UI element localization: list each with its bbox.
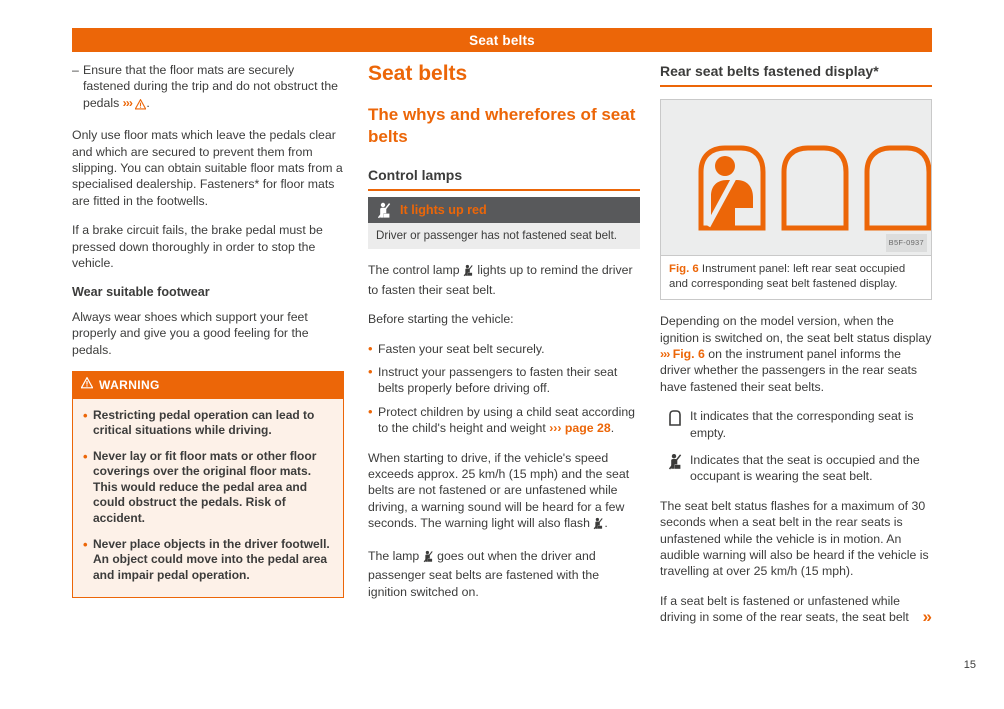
left-paragraph-1: Only use floor mats which leave the pedals clear and which are secured to prevent them from slipping. You can obtain suitable floor mats from a specialised dealership. Fasteners* for floor mats are fitted in the footwells. [72,128,343,208]
seatbelt-person-icon [368,202,400,219]
rear-seatbelt-display-heading: Rear seat belts fastened display* [660,62,932,87]
right-paragraph-1-post: on the instrument panel informs the driver whether the passengers in the rear seats have fastened their seat belts. [660,347,918,394]
list-item-tail: . [610,421,615,436]
list-item [368,404,640,437]
middle-paragraph-3 [368,450,640,535]
bullet-icon: • [368,340,373,356]
control-lamp-status-label: It lights up red [400,202,487,217]
middle-paragraph-1 [368,262,640,298]
figure-image-code: B5F-0937 [886,234,927,252]
right-paragraph-1-pre: Depending on the model version, when the ignition is switched on, the seat belt status display [660,314,932,345]
warning-item [83,408,333,439]
warning-item [83,449,333,527]
warning-title: WARNING [99,378,160,393]
right-paragraph-1 [660,313,932,395]
middle-paragraph-1-pre: The control lamp [368,263,464,278]
page-reference-link[interactable]: ››› page 28 [549,421,611,436]
seatbelt-person-icon [593,517,604,534]
middle-bullet-list [368,341,640,437]
empty-seat-icon [660,408,690,427]
cross-reference-arrows[interactable]: ››› [122,95,132,110]
warning-item-text: Never lay or fit floor mats or other floor coverings over the original floor mats. This would reduce the pedal area and could obstruct the pedals. Risk of accident. [93,448,317,526]
bullet-icon: • [83,407,88,423]
bullet-icon: • [368,364,373,380]
dash-item-body: Ensure that the floor mats are securely fastened during the trip and do not obstruct the pedals [83,63,338,110]
middle-paragraph-2: Before starting the vehicle: [368,312,514,327]
middle-paragraph-3-post: . [604,516,608,531]
list-item-body: Protect children by using a child seat according to the child's height and weight [378,404,636,436]
continuation-arrow: » [922,606,932,626]
left-paragraph-2: If a brake circuit fails, the brake pedal must be pressed down thoroughly in order to stop the vehicle. [72,223,323,271]
figure-label: Fig. 6 [669,263,699,275]
warning-item [83,537,333,584]
control-lamp-row-header [368,197,640,223]
page-left-margin [0,0,52,709]
control-lamps-heading: Control lamps [368,166,640,191]
status-icon-text: Indicates that the seat is occupied and the occupant is wearing the seat belt. [690,453,920,484]
warning-header [73,372,343,398]
left-column [72,62,344,598]
right-paragraph-2: The seat belt status flashes for a maximum of 30 seconds when a seat belt in the rear seats is unfastened while the vehicle is in motion. An audible warning will also be heard if the vehicle is travelling at over 25 km/h (15 mph). [660,498,929,579]
middle-paragraph-4 [368,548,640,600]
dash-item-text [83,62,344,114]
warning-box [72,371,344,598]
list-item-text [378,404,640,437]
list-item-text: Instruct your passengers to fasten their seat belts properly before driving off. [378,365,618,396]
left-subheading: Wear suitable footwear [72,285,210,300]
page-number: 15 [963,659,976,671]
left-paragraph-3: Always wear shoes which support your feet properly and give you a good feeling for the pedals. [72,309,309,357]
bullet-icon: • [368,403,373,419]
list-item [368,341,640,357]
figure-caption-text: Instrument panel: left rear seat occupied and corresponding seat belt fastened display. [669,263,906,290]
section-title: Seat belts [368,62,468,85]
control-lamp-table [368,197,640,249]
warning-body [73,399,343,598]
cross-reference-arrows[interactable]: ››› [660,347,670,361]
right-paragraph-3: If a seat belt is fastened or unfastened while driving in some of the rear seats, the seat belt [660,593,909,625]
warning-item-text: Never place objects in the driver footwell. An object could move into the pedal area and impair pedal operation. [93,536,330,582]
bullet-icon: • [83,448,88,464]
dash-item-tail: . [146,95,150,110]
warning-item-text: Restricting pedal operation can lead to critical situations while driving. [93,407,315,438]
right-column [660,62,932,625]
status-icon-list [660,408,932,485]
bullet-icon: • [83,536,88,552]
control-lamp-description: Driver or passenger has not fastened seat belt. [368,223,640,249]
seatbelt-person-icon [423,550,434,567]
occupied-seat-belt-icon [660,452,690,471]
figure-reference-link[interactable]: Fig. 6 [672,347,705,361]
list-item [368,364,640,397]
header-title: Seat belts [469,32,535,48]
page-content [72,62,932,662]
list-item-text: Fasten your seat belt securely. [378,341,545,356]
figure-caption [661,255,931,299]
status-icon-row [660,452,932,485]
middle-paragraph-4-pre: The lamp [368,548,423,563]
middle-paragraph-1-post: lights up to remind the driver to fasten their seat belt. [368,263,633,297]
middle-paragraph-4-post: goes out when the driver and passenger seat belts are fastened with the ignition switched on. [368,548,600,599]
dash-list-item [72,62,344,114]
middle-paragraph-3-pre: When starting to drive, if the vehicle's speed exceeds approx. 25 km/h (15 mph) and the seat belts are not fastened or are unfastened while driving, a warning sound will be heard for a few seconds. The warning light will also flash [368,450,630,531]
status-icon-row [660,408,932,441]
warning-triangle-icon [81,377,93,393]
middle-column [368,62,640,613]
page-header-bar [72,28,932,52]
status-icon-text: It indicates that the corresponding seat is empty. [690,409,914,440]
rear-seats-diagram [661,100,931,255]
dash-marker: – [72,63,79,77]
section-subtitle: The whys and wherefores of seat belts [368,105,636,146]
seatbelt-person-icon [463,264,474,281]
figure-6 [660,99,932,300]
warning-triangle-icon [135,98,146,114]
